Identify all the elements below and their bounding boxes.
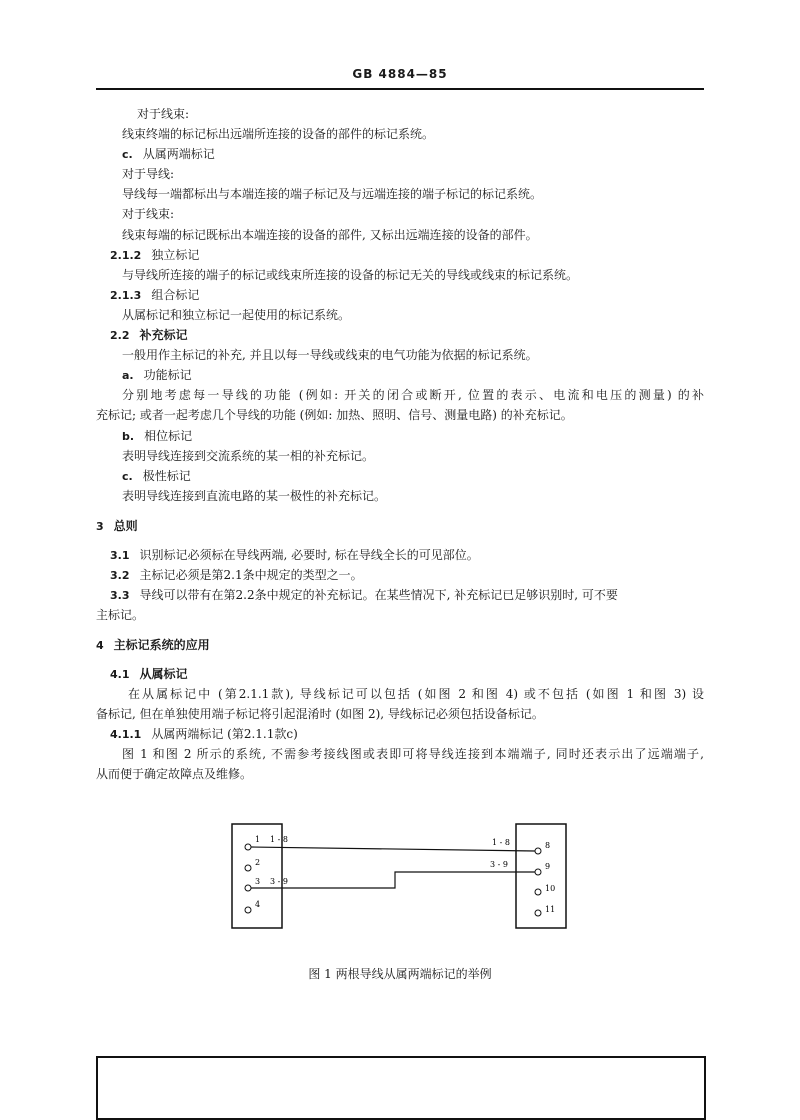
chapter-number: 3 <box>96 520 104 533</box>
item-title: 从属两端标记 <box>142 147 215 161</box>
text-line: 备标记, 但在单独使用端子标记将引起混淆时 (如图 2), 导线标记必须包括设备标记。 <box>96 707 544 721</box>
item-heading <box>122 468 191 485</box>
chapter-number: 4 <box>96 639 104 652</box>
terminal-label: 9 <box>545 862 551 871</box>
chapter-title: 主标记系统的应用 <box>113 638 210 652</box>
item-number: b. <box>122 430 135 443</box>
text-line: 表明导线连接到直流电路的某一极性的补充标记。 <box>122 489 387 503</box>
terminal-2 <box>245 865 251 871</box>
section-number: 4.1 <box>110 668 130 681</box>
section-title: 组合标记 <box>151 288 200 302</box>
text-line: 对于线束: <box>122 207 175 221</box>
clause-text: 主标记必须是第2.1条中规定的类型之一。 <box>139 568 363 582</box>
terminal-4 <box>245 907 251 913</box>
section-title: 从属两端标记 (第2.1.1款c) <box>151 727 298 741</box>
section-heading <box>110 666 188 683</box>
figure-caption: 图 1 两根导线从属两端标记的举例 <box>308 967 492 981</box>
wire-3-9 <box>251 872 535 888</box>
section-title: 从属标记 <box>139 667 188 681</box>
section-heading <box>110 247 199 264</box>
clause-text: 识别标记必须标在导线两端, 必要时, 标在导线全长的可见部位。 <box>139 548 479 562</box>
bottom-frame <box>96 1056 706 1120</box>
section-number: 4.1.1 <box>110 728 142 741</box>
terminal-label: 10 <box>545 884 556 893</box>
wire-1-8 <box>251 847 535 851</box>
clause-number: 3.3 <box>110 589 130 602</box>
item-number: a. <box>122 369 134 382</box>
text-line: 图 1 和图 2 所示的系统, 不需参考接线图或表即可将导线连接到本端端子, 同时还表示出了远端端子, <box>122 747 704 761</box>
text-line: 主标记。 <box>96 608 145 622</box>
text-line: 从而便于确定故障点及维修。 <box>96 767 253 781</box>
terminal-label: 4 <box>255 900 261 909</box>
clause-text: 导线可以带有在第2.2条中规定的补充标记。在某些情况下, 补充标记已足够识别时, 可不要 <box>139 588 618 602</box>
text-line: 线束终端的标记标出远端所连接的设备的部件的标记系统。 <box>122 127 435 141</box>
text-line: 导线每一端都标出与本端连接的端子标记及与远端连接的端子标记的标记系统。 <box>122 187 543 201</box>
section-title: 补充标记 <box>139 328 188 342</box>
text-line: 充标记; 或者一起考虑几个导线的功能 (例如: 加热、照明、信号、测量电路) 的补充标记。 <box>96 408 573 422</box>
text-line: 对于导线: <box>122 167 175 181</box>
terminal-1 <box>245 844 251 850</box>
item-title: 相位标记 <box>144 429 193 443</box>
terminal-8 <box>535 848 541 854</box>
text-line: 从属标记和独立标记一起使用的标记系统。 <box>122 308 351 322</box>
section-title: 独立标记 <box>151 248 200 262</box>
terminal-10 <box>535 889 541 895</box>
section-heading <box>110 287 199 304</box>
item-title: 极性标记 <box>142 469 191 483</box>
section-number: 2.2 <box>110 329 130 342</box>
chapter-heading <box>96 637 210 654</box>
wiring-diagram <box>220 818 580 938</box>
item-heading <box>122 146 215 163</box>
section-heading <box>110 726 298 743</box>
terminal-11 <box>535 910 541 916</box>
clause <box>110 587 618 604</box>
text-line: 与导线所连接的端子的标记或线束所连接的设备的标记无关的导线或线束的标记系统。 <box>122 268 579 282</box>
chapter-heading <box>96 518 138 535</box>
terminal-3 <box>245 885 251 891</box>
text-line: 对于线束: <box>137 107 190 121</box>
item-number: c. <box>122 470 133 483</box>
item-number: c. <box>122 148 133 161</box>
wire-label: 1 - 8 <box>492 838 510 847</box>
terminal-9 <box>535 869 541 875</box>
section-heading <box>110 327 188 344</box>
terminal-label: 3 <box>255 877 261 886</box>
header-rule <box>96 88 704 90</box>
wire-label: 3 - 9 <box>490 860 508 869</box>
clause-number: 3.1 <box>110 549 130 562</box>
terminal-label: 1 <box>255 835 261 844</box>
section-number: 2.1.2 <box>110 249 142 262</box>
clause <box>110 567 363 584</box>
terminal-label: 11 <box>545 905 556 914</box>
text-line: 线束每端的标记既标出本端连接的设备的部件, 又标出远端连接的设备的部件。 <box>122 228 538 242</box>
item-heading <box>122 367 192 384</box>
text-line: 一般用作主标记的补充, 并且以每一导线或线束的电气功能为依据的标记系统。 <box>122 348 538 362</box>
terminal-label: 2 <box>255 858 261 867</box>
text-line: 分别地考虑每一导线的功能 (例如: 开关的闭合或断开, 位置的表示、电流和电压的测量) 的补 <box>122 388 704 402</box>
clause <box>110 547 479 564</box>
clause-number: 3.2 <box>110 569 130 582</box>
page-header: GB 4884—85 <box>352 67 448 81</box>
wire-label: 1 - 8 <box>270 835 288 844</box>
text-line: 在从属标记中 (第2.1.1款), 导线标记可以包括 (如图 2 和图 4) 或不包括 (如图 1 和图 3) 设 <box>128 687 704 701</box>
chapter-title: 总则 <box>113 519 138 533</box>
terminal-label: 8 <box>545 841 551 850</box>
item-title: 功能标记 <box>143 368 192 382</box>
item-heading <box>122 428 192 445</box>
section-number: 2.1.3 <box>110 289 142 302</box>
wire-label: 3 - 9 <box>270 877 288 886</box>
text-line: 表明导线连接到交流系统的某一相的补充标记。 <box>122 449 375 463</box>
